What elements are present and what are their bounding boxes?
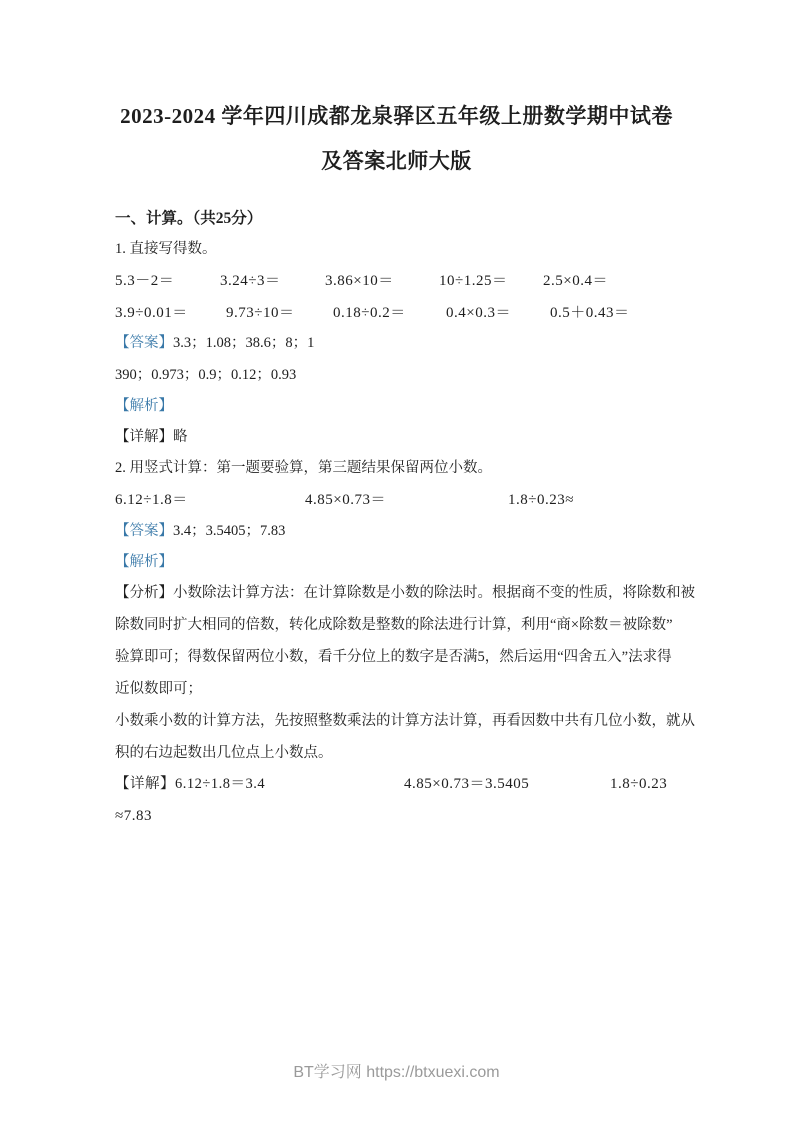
q1-answer-line-1 (115, 333, 681, 354)
equation: 3.9÷0.01＝ (115, 305, 188, 321)
equation: 10÷1.25＝ (439, 273, 508, 289)
equation: 1.8÷0.23≈ (508, 492, 574, 508)
q2-detail-part: 1.8÷0.23 (610, 776, 668, 792)
equation: 0.5＋0.43＝ (550, 305, 630, 321)
site-watermark: BT学习网 https://btxuexi.com (293, 1064, 500, 1081)
q2-analysis-text-line: 验算即可；得数保留两位小数，看千分位上的数字是否满5，然后运用“四舍五入”法求得 (115, 649, 672, 665)
equation: 4.85×0.73＝ (305, 492, 386, 508)
q2-analysis-text-line: 除数同时扩大相同的倍数，转化成除数是整数的除法进行计算，利用“商×除数＝被除数” (115, 617, 673, 633)
q2-equation-row (115, 490, 681, 511)
equation: 3.24÷3＝ (220, 273, 281, 289)
analysis-marker: 【解析】 (115, 554, 173, 570)
q2-analysis-text-line: 积的右边起数出几位点上小数点。 (115, 745, 333, 761)
q1-answer-values-1: 3.3；1.08；38.6；8；1 (173, 335, 315, 351)
q2-analysis-text-line: 小数乘小数的计算方法，先按照整数乘法的计算方法计算，再看因数中共有几位小数，就从 (115, 713, 695, 729)
equation: 0.18÷0.2＝ (333, 305, 406, 321)
equation: 6.12÷1.8＝ (115, 492, 188, 508)
q2-detail-part: 【详解】6.12÷1.8＝3.4 (115, 776, 266, 792)
q2-answer-values: 3.4；3.5405；7.83 (173, 523, 286, 539)
q2-analysis-text-line: 近似数即可； (115, 681, 202, 697)
question-2-label: 2. 用竖式计算：第一题要验算，第三题结果保留两位小数。 (115, 460, 492, 476)
document-title-line-2: 及答案北师大版 (321, 149, 472, 173)
section-1-heading: 一、计算。（共25分） (115, 210, 263, 227)
document-title-line-1: 2023-2024 学年四川成都龙泉驿区五年级上册数学期中试卷 (120, 104, 673, 128)
equation: 3.86×10＝ (325, 273, 394, 289)
equation: 9.73÷10＝ (226, 305, 295, 321)
q2-analysis-marker-line (115, 552, 681, 573)
q2-analysis-text-line: 【分析】小数除法计算方法：在计算除数是小数的除法时。根据商不变的性质，将除数和被 (115, 585, 695, 601)
answer-marker: 【答案】 (115, 523, 173, 539)
q1-detail-line: 【详解】略 (115, 429, 188, 445)
equation: 0.4×0.3＝ (446, 305, 511, 321)
q1-analysis-marker-line (115, 396, 681, 417)
answer-marker: 【答案】 (115, 335, 173, 351)
q2-detail-part: 4.85×0.73＝3.5405 (404, 776, 530, 792)
analysis-marker: 【解析】 (115, 398, 173, 414)
q1-answer-values-2: 390；0.973；0.9；0.12；0.93 (115, 367, 297, 383)
equation: 2.5×0.4＝ (543, 273, 608, 289)
q1-equation-row-1 (115, 271, 681, 292)
q2-detail-continuation: ≈7.83 (115, 808, 152, 824)
q2-detail-row (115, 774, 681, 795)
equation: 5.3－2＝ (115, 273, 175, 289)
question-1-label: 1. 直接写得数。 (115, 241, 217, 257)
q1-equation-row-2 (115, 303, 681, 324)
q2-answer-line (115, 521, 681, 542)
